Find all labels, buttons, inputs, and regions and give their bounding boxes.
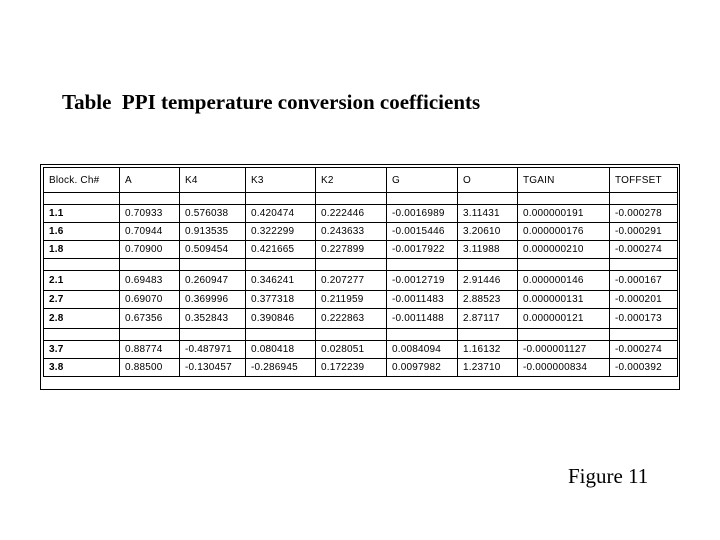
block-channel-cell: 1.8 — [43, 241, 120, 259]
spacer-cell — [246, 329, 316, 341]
column-header: K2 — [316, 167, 387, 193]
spacer-cell — [180, 259, 246, 271]
spacer-cell — [316, 193, 387, 205]
table-cell: 0.028051 — [316, 341, 387, 359]
table-cell: 0.243633 — [316, 223, 387, 241]
table-cell: -0.0017922 — [387, 241, 458, 259]
table-cell: -0.000274 — [610, 341, 678, 359]
spacer-cell — [120, 329, 180, 341]
spacer-cell — [120, 259, 180, 271]
table-cell: 0.70900 — [120, 241, 180, 259]
header-row — [43, 167, 678, 193]
table-cell: -0.000392 — [610, 359, 678, 377]
table-cell: 1.16132 — [458, 341, 518, 359]
spacer-cell — [246, 259, 316, 271]
table-cell: 0.70944 — [120, 223, 180, 241]
table-cell: 0.0097982 — [387, 359, 458, 377]
table-cell: 2.87117 — [458, 309, 518, 329]
spacer-cell — [43, 329, 120, 341]
table-cell: 0.352843 — [180, 309, 246, 329]
table-row — [43, 291, 678, 309]
table-cell: 0.222863 — [316, 309, 387, 329]
table-cell: 2.91446 — [458, 271, 518, 291]
table-cell: 0.420474 — [246, 205, 316, 223]
spacer-row — [43, 329, 678, 341]
table-cell: -0.0012719 — [387, 271, 458, 291]
table-cell: -0.000167 — [610, 271, 678, 291]
spacer-cell — [518, 259, 610, 271]
table-cell: 0.000000121 — [518, 309, 610, 329]
table-cell: 0.227899 — [316, 241, 387, 259]
spacer-cell — [316, 329, 387, 341]
table-cell: 0.346241 — [246, 271, 316, 291]
spacer-cell — [246, 193, 316, 205]
table-cell: 0.69483 — [120, 271, 180, 291]
spacer-cell — [610, 329, 678, 341]
table-cell: -0.0016989 — [387, 205, 458, 223]
table-cell: -0.000000834 — [518, 359, 610, 377]
spacer-cell — [316, 259, 387, 271]
table-cell: -0.000173 — [610, 309, 678, 329]
table-cell: 0.88774 — [120, 341, 180, 359]
table-cell: 0.377318 — [246, 291, 316, 309]
table-cell: 0.913535 — [180, 223, 246, 241]
table-cell: 0.88500 — [120, 359, 180, 377]
table-cell: 0.509454 — [180, 241, 246, 259]
spacer-cell — [180, 193, 246, 205]
table-cell: 0.222446 — [316, 205, 387, 223]
table-row — [43, 223, 678, 241]
table-row — [43, 341, 678, 359]
spacer-row — [43, 193, 678, 205]
table-cell: 0.69070 — [120, 291, 180, 309]
spacer-cell — [180, 329, 246, 341]
column-header: K3 — [246, 167, 316, 193]
spacer-cell — [518, 193, 610, 205]
spacer-row — [43, 259, 678, 271]
table-cell: -0.286945 — [246, 359, 316, 377]
column-header: K4 — [180, 167, 246, 193]
table-cell: 0.207277 — [316, 271, 387, 291]
block-channel-cell: 1.6 — [43, 223, 120, 241]
table-cell: 0.000000146 — [518, 271, 610, 291]
coefficients-table — [43, 167, 678, 377]
spacer-cell — [458, 329, 518, 341]
spacer-cell — [458, 193, 518, 205]
spacer-cell — [43, 259, 120, 271]
column-header: Block. Ch# — [43, 167, 120, 193]
column-header: O — [458, 167, 518, 193]
table-cell: 0.172239 — [316, 359, 387, 377]
spacer-cell — [610, 193, 678, 205]
spacer-cell — [43, 193, 120, 205]
table-cell: -0.487971 — [180, 341, 246, 359]
table-cell: 0.000000191 — [518, 205, 610, 223]
spacer-cell — [120, 193, 180, 205]
table-cell: 3.11431 — [458, 205, 518, 223]
column-header: TOFFSET — [610, 167, 678, 193]
table-cell: 0.0084094 — [387, 341, 458, 359]
table-cell: 0.369996 — [180, 291, 246, 309]
table-cell: 0.080418 — [246, 341, 316, 359]
table-cell: 3.11988 — [458, 241, 518, 259]
block-channel-cell: 3.8 — [43, 359, 120, 377]
table-cell: -0.000291 — [610, 223, 678, 241]
column-header: A — [120, 167, 180, 193]
block-channel-cell: 1.1 — [43, 205, 120, 223]
table-cell: 0.000000131 — [518, 291, 610, 309]
table-row — [43, 241, 678, 259]
table-cell: -0.0011488 — [387, 309, 458, 329]
table-cell: -0.000201 — [610, 291, 678, 309]
table-row — [43, 205, 678, 223]
column-header: TGAIN — [518, 167, 610, 193]
table-cell: 3.20610 — [458, 223, 518, 241]
table-row — [43, 271, 678, 291]
block-channel-cell: 2.1 — [43, 271, 120, 291]
spacer-cell — [518, 329, 610, 341]
table-cell: -0.130457 — [180, 359, 246, 377]
table-cell: 1.23710 — [458, 359, 518, 377]
column-header: G — [387, 167, 458, 193]
table-cell: 0.000000176 — [518, 223, 610, 241]
table-cell: -0.0011483 — [387, 291, 458, 309]
table-cell: 0.67356 — [120, 309, 180, 329]
table-cell: 0.000000210 — [518, 241, 610, 259]
table-row — [43, 309, 678, 329]
spacer-cell — [610, 259, 678, 271]
block-channel-cell: 3.7 — [43, 341, 120, 359]
table-cell: 0.211959 — [316, 291, 387, 309]
block-channel-cell: 2.7 — [43, 291, 120, 309]
table-cell: 2.88523 — [458, 291, 518, 309]
table-cell: 0.70933 — [120, 205, 180, 223]
table-cell: -0.000274 — [610, 241, 678, 259]
table-cell: -0.000278 — [610, 205, 678, 223]
table-cell: 0.322299 — [246, 223, 316, 241]
spacer-cell — [458, 259, 518, 271]
table-cell: 0.421665 — [246, 241, 316, 259]
table-title: Table PPI temperature conversion coefficients — [62, 90, 481, 114]
block-channel-cell: 2.8 — [43, 309, 120, 329]
figure-label: Figure 11 — [568, 464, 649, 488]
spacer-cell — [387, 193, 458, 205]
table-cell: -0.000001127 — [518, 341, 610, 359]
table-cell: 0.260947 — [180, 271, 246, 291]
spacer-cell — [387, 329, 458, 341]
table-cell: 0.576038 — [180, 205, 246, 223]
table-cell: 0.390846 — [246, 309, 316, 329]
spacer-cell — [387, 259, 458, 271]
table-cell: -0.0015446 — [387, 223, 458, 241]
table-row — [43, 359, 678, 377]
